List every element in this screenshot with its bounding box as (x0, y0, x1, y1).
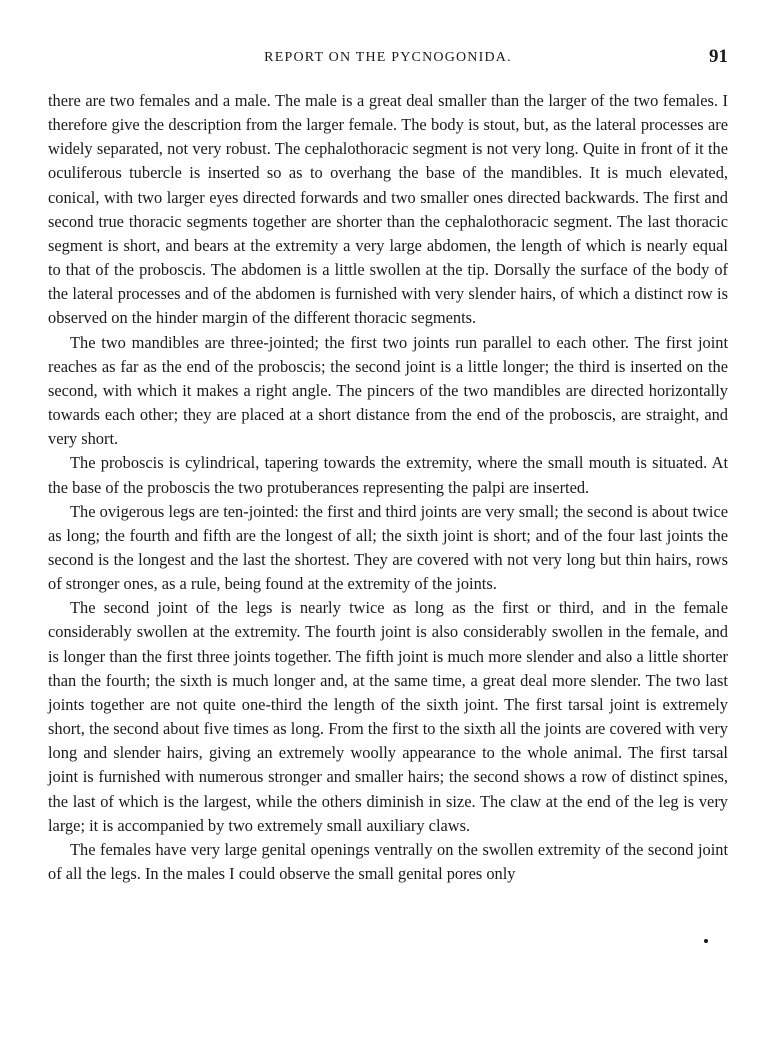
body-text (48, 89, 728, 886)
paragraph-genital-openings: The females have very large genital openings ventrally on the swollen extremity of the second joint of all the legs. In the males I could observe the small genital pores only (48, 839, 728, 883)
print-speck (704, 939, 708, 943)
paragraph-proboscis: The proboscis is cylindrical, tapering towards the extremity, where the small mouth is situated. At the base of the proboscis the two protuberances representing the palpi are inserted. (48, 453, 728, 497)
running-title: REPORT ON THE PYCNOGONIDA. (264, 50, 512, 65)
paragraph-legs: The second joint of the legs is nearly twice as long as the first or third, and in the female considerably swollen at the extremity. The fourth joint is also considerably swollen in the female, and is longer than the first three joints together. The fifth joint is much more slender and also a little shorter than the fourth; the sixth is much longer and, at the same time, a great deal more slender. The two last joints together are not quite one-third the length of the sixth joint. The first tarsal joint is extremely short, the second about five times as long. From the first to the sixth all the joints are covered with very long and slender hairs, giving an extremely woolly appearance to the whole animal. The first tarsal joint is furnished with numerous stronger and smaller hairs; the second shows a row of distinct spines, the last of which is the largest, while the others diminish in size. The claw at the end of the leg is very large; it is accompanied by two extremely small auxiliary claws. (48, 598, 728, 835)
running-header (48, 46, 728, 70)
paragraph-mandibles: The two mandibles are three-jointed; the first two joints run parallel to each other. The first joint reaches as far as the end of the proboscis; the second joint is a little longer; the third is inserted on the second, with which it makes a right angle. The pincers of the two mandibles are directed horizontally towards each other; they are placed at a short distance from the end of the proboscis, are straight, and very short. (48, 332, 728, 449)
paragraph-body-description: there are two females and a male. The male is a great deal smaller than the larger of the two females. I therefore give the description from the larger female. The body is stout, but, as the lateral processes are widely separated, not very robust. The cephalothoracic segment is not very long. Quite in front of it the oculiferous tubercle is inserted so as to overhang the base of the mandibles. It is much elevated, conical, with two larger eyes directed forwards and two smaller ones directed backwards. The first and second true thoracic segments together are shorter than the cephalothoracic segment. The last thoracic segment is short, and bears at the extremity a very large abdomen, the length of which is nearly equal to that of the proboscis. The abdomen is a little swollen at the tip. Dorsally the surface of the body of the lateral processes and of the abdomen is furnished with very slender hairs, of which a distinct row is observed on the hinder margin of the different thoracic segments. (48, 91, 728, 328)
page-number: 91 (709, 46, 728, 67)
paragraph-ovigerous-legs: The ovigerous legs are ten-jointed: the first and third joints are very small; the second is about twice as long; the fourth and fifth are the longest of all; the sixth joint is short; and of the four last joints the second is the longest and the last the shortest. They are covered with not very long but thin hairs, rows of stronger ones, as a rule, being found at the extremity of the joints. (48, 501, 728, 594)
